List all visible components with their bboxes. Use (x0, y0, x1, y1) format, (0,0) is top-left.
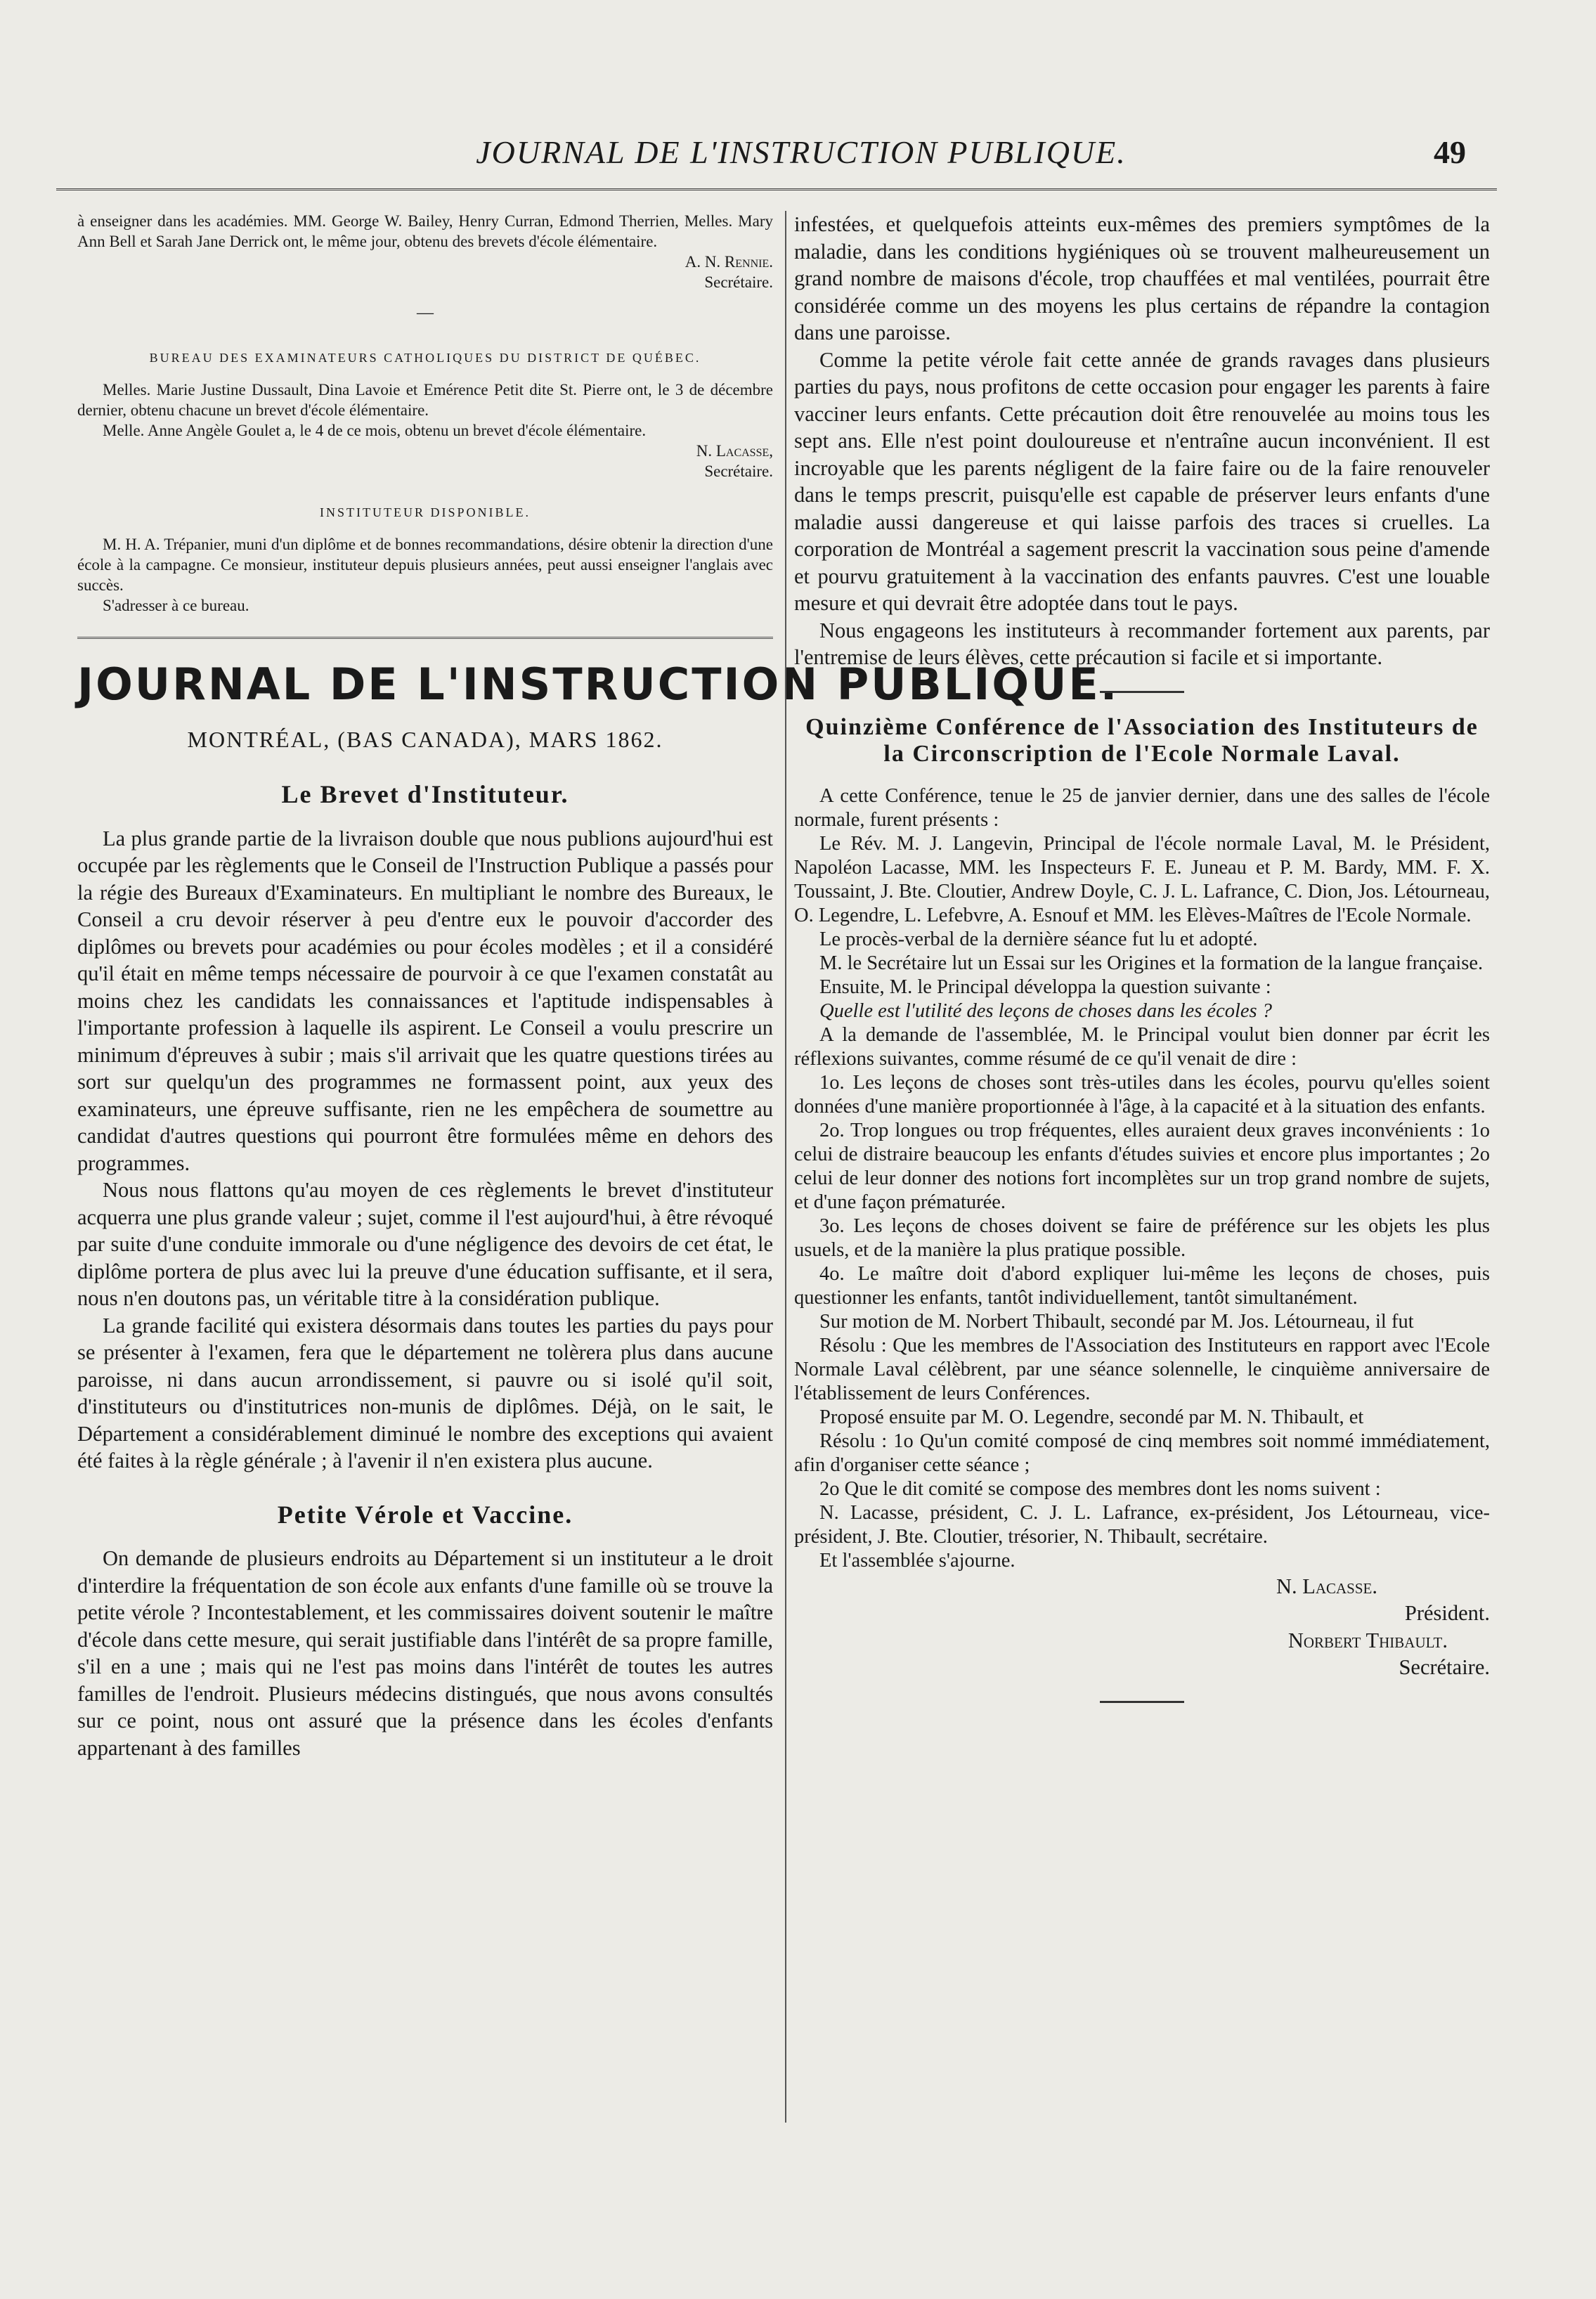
bureau-role: Secrétaire. (704, 462, 773, 480)
conference-para: 2o Que le dit comité se compose des membres dont les noms suivent : (819, 1477, 1381, 1500)
conference-signer-1: N. Lacasse. (1276, 1574, 1377, 1598)
conference-para: Le Rév. M. J. Langevin, Principal de l'école normale Laval, M. le Président, Napoléon Lacasse, MM. les Inspecteurs F. E. Juneau et P. M. Bardy, MM. F. X. Toussaint, J. Bte. Cloutier, Andrew Doyle, C. J. L. Lafrance, C. Dion, Jos. Létourneau, O. Legendre, L. Lefebvre, A. Esnouf et MM. les Elèves-Maîtres de l'Ecole Normale. (794, 832, 1490, 926)
short-rule-end (1100, 1701, 1184, 1703)
spacer (794, 1681, 1490, 1701)
instituteur-heading: INSTITUTEUR DISPONIBLE. (320, 505, 531, 519)
instituteur-notice (77, 503, 773, 616)
instituteur-para-2: S'adresser à ce bureau. (103, 596, 249, 614)
verole-cont-para-3: Nous engageons les instituteurs à recommander fortement aux parents, par l'entremise de leurs élèves, cette précaution si facile et si importante. (794, 618, 1490, 669)
bureau-para-1: Melles. Marie Justine Dussault, Dina Lavoie et Emérence Petit dite St. Pierre ont, le 3 de décembre dernier, obtenu chacune un brevet d'école élémentaire. (77, 380, 773, 419)
verole-cont-para-1: infestées, et quelquefois atteints eux-mêmes des premiers symptômes de la maladie, dans les conditions hygiéniques où se trouvent malheureusement un grand nombre de maisons d'école, trop chauffées et mal ventilées, pourrait être considérée comme un des moyens les plus certains de répandre la contagion dans une paroisse. (794, 212, 1490, 344)
conference-para: A la demande de l'assemblée, M. le Principal voulut bien donner par écrit les réflexions suivantes, comme résumé de ce qu'il venait de dire : (794, 1023, 1490, 1070)
conference-para: Résolu : 1o Qu'un comité composé de cinq membres soit nommé immédiatement, afin d'organiser cette séance ; (794, 1430, 1490, 1476)
bureau-signer: N. Lacasse, (696, 441, 773, 460)
verole-para-1: On demande de plusieurs endroits au Département si un instituteur a le droit d'interdire la fréquentation de son école aux enfants d'une famille où se trouve la petite vérole ? Incontestablement, et les commissaires doivent soutenir le maître d'école dans cette mesure, qui serait justifiable dans l'intérêt de sa propre famille, s'il en a une ; mais qui ne l'est pas moins dans l'intérêt de toutes les autres familles de l'endroit. Plusieurs médecins distingués, que nous avons consultés sur ce point, nous ont assuré que la présence dans les écoles d'enfants appartenant à des familles (77, 1546, 773, 1760)
instituteur-para-1: M. H. A. Trépanier, muni d'un diplôme et de bonnes recommandations, désire obtenir la direction d'une école à la campagne. Ce monsieur, instituteur depuis plusieurs années, peut aussi enseigner l'anglais avec succès. (77, 535, 773, 594)
conference-para: N. Lacasse, président, C. J. L. Lafrance, ex-président, Jos Létourneau, vice-président, J. Bte. Cloutier, trésorier, N. Thibault, secrétaire. (794, 1501, 1490, 1548)
verole-title: Petite Vérole et Vaccine. (277, 1500, 573, 1529)
brevet-para-3: La grande facilité qui existera désormais dans toutes les parties du pays pour se présenter à l'examen, fera que le département ne tolèrera plus dans aucune paroisse, ni dans aucun arrondissement, si pauvre ou si isolé qu'il soit, d'instituteurs ou d'institutrices non-munis de diplômes. Déjà, on le sait, le Département a considérablement diminué le nombre des exceptions qui avaient été faites à la règle générale ; à l'avenir il n'en existera plus aucune. (77, 1313, 773, 1472)
dateline: MONTRÉAL, (BAS CANADA), MARS 1862. (187, 726, 663, 752)
top-notice (77, 211, 773, 292)
brevet-para-2: Nous nous flattons qu'au moyen de ces règlements le brevet d'instituteur acquerra une plus grande valeur ; sujet, comme il l'est aujourd'hui, à être révoqué par suite d'une conduite immorale ou d'une négligence des devoirs de cet état, le diplôme portera de plus avec lui la preuve d'une éducation suffisante, et il sera, nous n'en doutons pas, un véritable titre à la considération publique. (77, 1178, 773, 1310)
conference-para: Et l'assemblée s'ajourne. (819, 1549, 1016, 1572)
conference-para: A cette Conférence, tenue le 25 de janvier dernier, dans une des salles de l'école normale, furent présents : (794, 784, 1490, 831)
masthead: JOURNAL DE L'INSTRUCTION PUBLIQUE. (77, 658, 1120, 710)
conference-para: 3o. Les leçons de choses doivent se faire de préférence sur les objets les plus usuels, et de la manière la plus pratique possible. (794, 1215, 1490, 1261)
conference-role-2: Secrétaire. (1399, 1655, 1490, 1679)
bureau-para-2: Melle. Anne Angèle Goulet a, le 4 de ce mois, obtenu un brevet d'école élémentaire. (103, 421, 647, 439)
conference-role-1: Président. (1404, 1601, 1490, 1625)
page-header (0, 134, 1596, 183)
verole-cont-para-2: Comme la petite vérole fait cette année de grands ravages dans plusieurs parties du pays, nous profitons de cette occasion pour engager les parents à faire vacciner leurs enfants. Cette précaution doit être renouvelée au moins tous les sept ans. Elle n'est point douloureuse et n'entraîne aucun inconvénient. Il est incroyable que les parents négligent de la faire faire ou de la faire renouveler dans le temps prescrit, puisqu'elle est capable de préserver leurs enfants d'une maladie aussi dangereuse et qui laisse parfois des traces si cruelles. La corporation de Montréal a sagement prescrit la vaccination sous peine d'amende et pourvu gratuitement à la vaccination des enfants pauvres. C'est une louable mesure et qui devrait être adoptée dans tout le pays. (794, 347, 1490, 615)
running-title: JOURNAL DE L'INSTRUCTION PUBLIQUE. (476, 134, 1127, 170)
conference-para: Proposé ensuite par M. O. Legendre, secondé par M. N. Thibault, et (819, 1406, 1364, 1428)
header-rule (56, 188, 1497, 190)
bureau-notice (77, 348, 773, 481)
conference-signer-2: Norbert Thibault. (1287, 1628, 1448, 1652)
short-rule (1100, 691, 1184, 693)
masthead-rule (77, 637, 773, 639)
section-dash: — (417, 304, 434, 322)
conference-para: Sur motion de M. Norbert Thibault, secondé par M. Jos. Létourneau, il fut (819, 1310, 1414, 1333)
conference-body (794, 784, 1490, 1573)
top-notice-role: Secrétaire. (704, 273, 773, 291)
conference-para: 4o. Le maître doit d'abord expliquer lui-même les leçons de choses, puis questionner les enfants, tantôt individuellement, tantôt simultanément. (794, 1262, 1490, 1309)
conference-para: M. le Secrétaire lut un Essai sur les Origines et la formation de la langue française. (819, 952, 1484, 974)
page-number: 49 (1434, 134, 1466, 170)
conference-question: Quelle est l'utilité des leçons de choses dans les écoles ? (819, 999, 1273, 1022)
brevet-para-1: La plus grande partie de la livraison double que nous publions aujourd'hui est occupée par les règlements que le Conseil de l'Instruction Publique a passés pour la régie des Bureaux d'Examinateurs. En multipliant le nombre des Bureaux, le Conseil a cru devoir réserver à peu d'entre eux le pouvoir d'accorder des diplômes ou brevets pour académies ou pour écoles modèles ; et il a considéré qu'il était en même temps nécessaire de pourvoir à ce que l'examen constatât au moins chez les candidats les connaissances et l'aptitude indispensables à l'importante profession à laquelle ils aspirent. Le Conseil a voulu prescrire un minimum d'épreuves à subir ; mais s'il arrivait que les quatre questions tirées au sort sur quelqu'un des programmes ne formassent point, aux yeux des examinateurs, une épreuve suffisante, rien ne les empêchera de soumettre au candidat d'autres questions qui pourront être formulées même en dehors des programmes. (77, 826, 773, 1175)
conference-para: 2o. Trop longues ou trop fréquentes, elles auraient deux graves inconvénients : 1o celui de distraire beaucoup les enfants d'études suivies et encore plus importantes ; 2o celui de leur donner des notions fort incomplètes sur un trop grand nombre de sujets, et d'une façon prématurée. (794, 1119, 1490, 1213)
conference-para: Le procès-verbal de la dernière séance fut lu et adopté. (819, 928, 1258, 950)
top-notice-signer: A. N. Rennie. (685, 253, 773, 271)
bureau-heading: BUREAU DES EXAMINATEURS CATHOLIQUES DU DISTRICT DE QUÉBEC. (149, 350, 701, 365)
brevet-title: Le Brevet d'Instituteur. (281, 780, 569, 808)
right-column (794, 211, 1490, 1703)
conference-para: Résolu : Que les membres de l'Association des Instituteurs en rapport avec l'Ecole Normale Laval célèbrent, par une séance solennelle, le cinquième anniversaire de l'établissement de leurs Conférences. (794, 1334, 1490, 1404)
conference-para: 1o. Les leçons de choses sont très-utiles dans les écoles, pourvu qu'elles soient données d'une manière proportionnée à l'âge, à la capacité et à la situation des enfants. (794, 1071, 1490, 1118)
top-notice-text: à enseigner dans les académies. MM. George W. Bailey, Henry Curran, Edmond Therrien, Melles. Mary Ann Bell et Sarah Jane Derrick ont, le même jour, obtenu des brevets d'école élémentaire. (77, 212, 773, 250)
conference-title: Quinzième Conférence de l'Association des Instituteurs de la Circonscription de l'Ecole Normale Laval. (805, 713, 1479, 767)
column-divider (785, 211, 786, 2123)
spacer (794, 671, 1490, 691)
conference-para: Ensuite, M. le Principal développa la question suivante : (819, 976, 1271, 998)
